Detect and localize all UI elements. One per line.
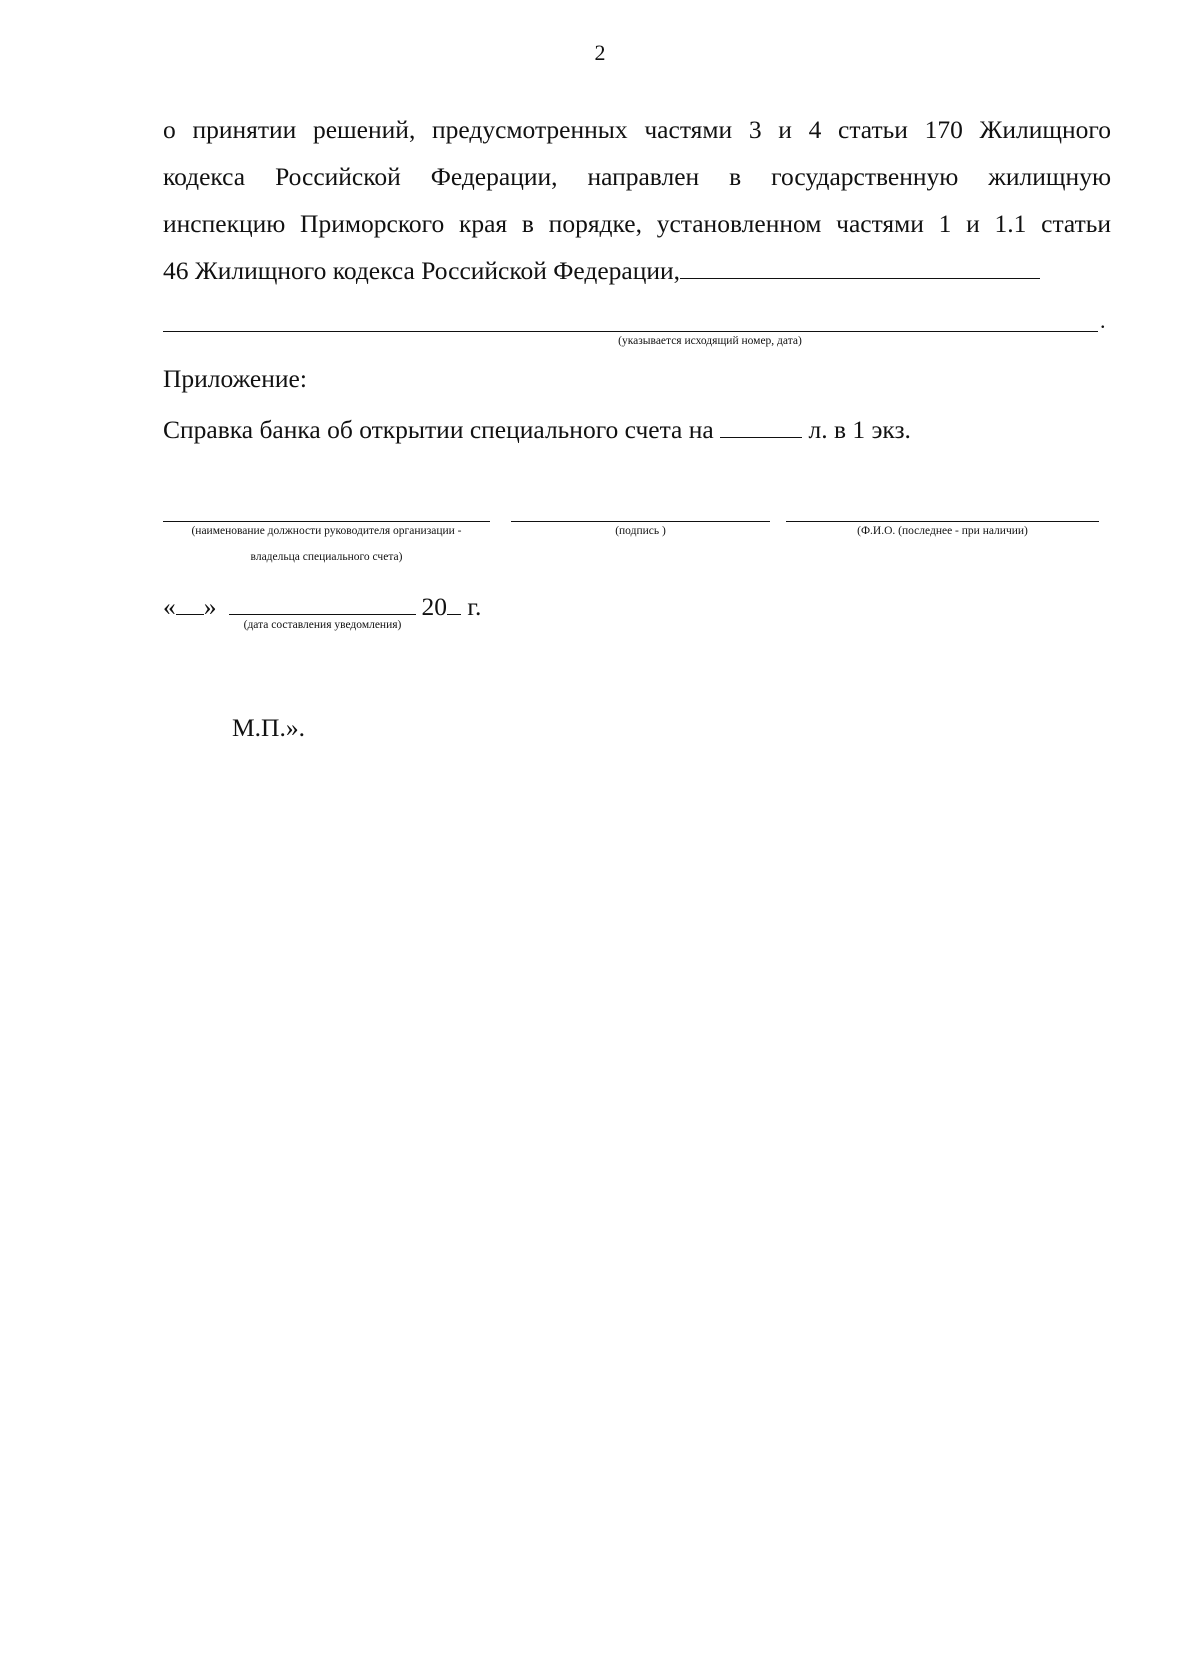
month-blank[interactable] — [229, 590, 416, 615]
reference-end: . — [1100, 308, 1106, 333]
full-name-blank-line[interactable] — [786, 521, 1099, 522]
outgoing-number-blank-line[interactable] — [163, 331, 1098, 332]
appendix-label: Приложение: — [163, 364, 307, 393]
position-caption: (наименование должности руководителя организации - — [191, 525, 462, 537]
full-name-caption: (Ф.И.О. (последнее - при наличии) — [857, 525, 1028, 537]
year-suffix: г. — [461, 592, 482, 621]
outgoing-number-blank[interactable] — [680, 254, 1040, 279]
signature-caption: (подпись ) — [615, 525, 666, 537]
reference-caption: (указывается исходящий номер, дата) — [618, 335, 802, 347]
page-number: 2 — [594, 40, 606, 65]
year-prefix: 20 — [421, 592, 447, 621]
signature-blank-line[interactable] — [511, 521, 770, 522]
position-blank-line[interactable] — [163, 521, 490, 522]
appendix-item-tail: л. в 1 экз. — [802, 415, 911, 444]
position-caption-continued: владельца специального счета) — [250, 551, 403, 563]
paragraph-line-text: 46 Жилищного кодекса Российской Федерации, — [163, 256, 681, 285]
date-caption: (дата составления уведомления) — [243, 619, 402, 631]
date-open-quote: « — [163, 592, 176, 621]
notice-paragraph — [163, 106, 1111, 294]
sheet-count-blank[interactable] — [720, 413, 802, 438]
date-close-quote: » — [203, 592, 217, 621]
appendix-item-text: Справка банка об открытии специального счета на — [163, 415, 721, 444]
stamp-placeholder: М.П.». — [232, 713, 305, 742]
paragraph-line-with-blank — [163, 247, 1111, 294]
paragraph-line: инспекцию Приморского края в порядке, установленном частями 1 и 1.1 статьи — [163, 209, 1111, 238]
paragraph-line: кодекса Российской Федерации, направлен в государственную жилищную — [163, 162, 1111, 191]
paragraph-line: о принятии решений, предусмотренных частями 3 и 4 статьи 170 Жилищного — [163, 115, 1111, 144]
date-row — [163, 590, 481, 622]
day-blank[interactable] — [176, 590, 204, 615]
year-blank[interactable] — [447, 590, 461, 615]
appendix-item — [163, 413, 911, 445]
